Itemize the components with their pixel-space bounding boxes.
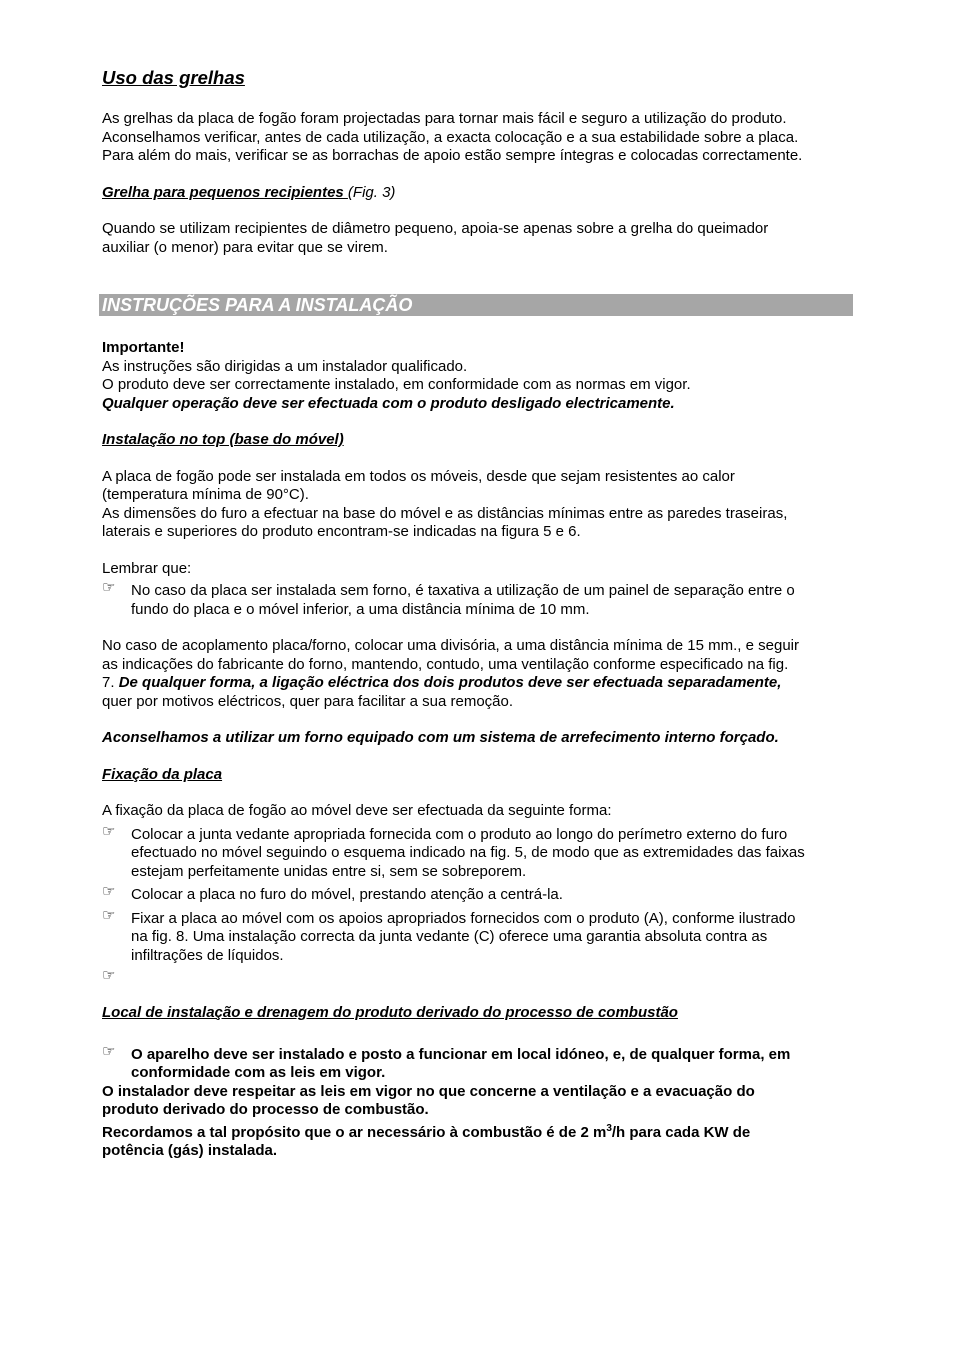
text-line: Fixar a placa ao móvel com os apoios apropriados fornecidos com o produto (A), conforme ilustrado xyxy=(131,909,796,927)
bullet-item-empty xyxy=(102,967,857,988)
text-line: No caso da placa ser instalada sem forno, é taxativa a utilização de um painel de separação entre o xyxy=(131,582,795,599)
document-page xyxy=(102,66,857,1161)
pointing-hand-icon: ☞ xyxy=(102,906,116,924)
bullet-item xyxy=(102,579,857,619)
text-line: quer por motivos eléctricos, quer para facilitar a sua remoção. xyxy=(102,692,514,710)
important-label: Importante! xyxy=(102,339,185,356)
text-line: infiltrações de líquidos. xyxy=(131,946,284,964)
text-line: O aparelho deve ser instalado e posto a funcionar em local idóneo, e, de qualquer forma, em xyxy=(131,1045,791,1063)
text-line: Recordamos a tal propósito que o ar necessário à combustão é de 2 $m^3/h$ para cada KW de xyxy=(102,1122,751,1141)
bullet-item xyxy=(102,1042,857,1083)
text-line: conformidade com as leis em vigor. xyxy=(131,1064,386,1081)
text-line: As dimensões do furo a efectuar na base do móvel e as distâncias mínimas entre as paredes traseiras, xyxy=(102,504,788,522)
section-banner-installation: INSTRUÇÕES PARA A INSTALAÇÃO xyxy=(99,294,853,316)
text-line: as indicações do fabricante do forno, mantendo, contudo, uma ventilação conforme especificado na fig. xyxy=(102,655,789,673)
bullet-item xyxy=(102,906,857,966)
text-line: Para além do mais, verificar se as borrachas de apoio estão sempre íntegras e colocadas correctamente. xyxy=(102,147,803,164)
text-line: estejam perfeitamente unidas entre si, sem se sobreporem. xyxy=(131,862,527,880)
text-line: potência (gás) instalada. xyxy=(102,1142,278,1159)
text-line: O produto deve ser correctamente instalado, em conformidade com as normas em vigor. xyxy=(102,376,691,393)
pointing-hand-icon: ☞ xyxy=(102,883,116,900)
text-line: As grelhas da placa de fogão foram projectadas para tornar mais fácil e seguro a utilização do produto. xyxy=(102,110,787,127)
bullet-item xyxy=(102,883,857,905)
advice-line: Aconselhamos a utilizar um forno equipado com um sistema de arrefecimento interno forçado. xyxy=(102,729,779,746)
text-line: As instruções são dirigidas a um instalador qualificado. xyxy=(102,357,468,375)
subsection-title-top-install: Instalação no top (base do móvel) xyxy=(102,431,344,448)
text-line: auxiliar (o menor) para evitar que se virem. xyxy=(102,238,388,256)
pointing-hand-icon: ☞ xyxy=(102,1042,116,1060)
pointing-hand-icon: ☞ xyxy=(102,579,116,596)
subsection-title-location: Local de instalação e drenagem do produto derivado do processo de combustão xyxy=(102,1004,678,1021)
text-line: produto derivado do processo de combustão. xyxy=(102,1101,429,1118)
bullet-item xyxy=(102,822,857,882)
warning-line: Qualquer operação deve ser efectuada com o produto desligado electricamente. xyxy=(102,394,675,412)
text-line: (temperatura mínima de 90°C). xyxy=(102,486,309,503)
text-line: Lembrar que: xyxy=(102,559,192,577)
pointing-hand-icon: ☞ xyxy=(102,967,116,984)
text-line: efectuado no móvel seguindo o esquema indicado na fig. 5, de modo que as extremidades das faixas xyxy=(131,844,805,861)
text-line: Colocar a junta vedante apropriada fornecida com o produto ao longo do perímetro externo do furo xyxy=(131,825,788,843)
text-line: A placa de fogão pode ser instalada em todos os móveis, desde que sejam resistentes ao calor xyxy=(102,467,735,485)
text-line: A fixação da placa de fogão ao móvel deve ser efectuada da seguinte forma: xyxy=(102,802,612,819)
text-line: laterais e superiores do produto encontram-se indicadas na figura 5 e 6. xyxy=(102,523,581,540)
subsection-title-fixation: Fixação da placa xyxy=(102,765,223,783)
subsection-title-small-grid: Grelha para pequenos recipientes (Fig. 3) xyxy=(102,183,396,201)
text-line: Aconselhamos verificar, antes de cada utilização, a exacta colocação e a sua estabilidade sobre a placa. xyxy=(102,128,799,146)
section-title-grelhas: Uso das grelhas xyxy=(102,67,245,88)
text-line: O instalador deve respeitar as leis em vigor no que concerne a ventilação e a evacuação do xyxy=(102,1082,755,1100)
pointing-hand-icon: ☞ xyxy=(102,822,116,840)
text-line: 7. De qualquer forma, a ligação eléctrica dos dois produtos deve ser efectuada separadamente, xyxy=(102,674,782,691)
figure-ref: (Fig. 3) xyxy=(347,183,396,201)
text-line: No caso de acoplamento placa/forno, colocar uma divisória, a uma distância mínima de 15 mm., e seguir xyxy=(102,637,800,654)
text-line: Quando se utilizam recipientes de diâmetro pequeno, apoia-se apenas sobre a grelha do queimador xyxy=(102,220,769,237)
text-line: fundo do placa e o móvel inferior, a uma distância mínima de 10 mm. xyxy=(131,600,590,618)
text-line: Colocar a placa no furo do móvel, prestando atenção a centrá-la. xyxy=(131,886,563,903)
text-line: na fig. 8. Uma instalação correcta da junta vedante (C) oferece uma garantia absoluta contra as xyxy=(131,928,768,945)
